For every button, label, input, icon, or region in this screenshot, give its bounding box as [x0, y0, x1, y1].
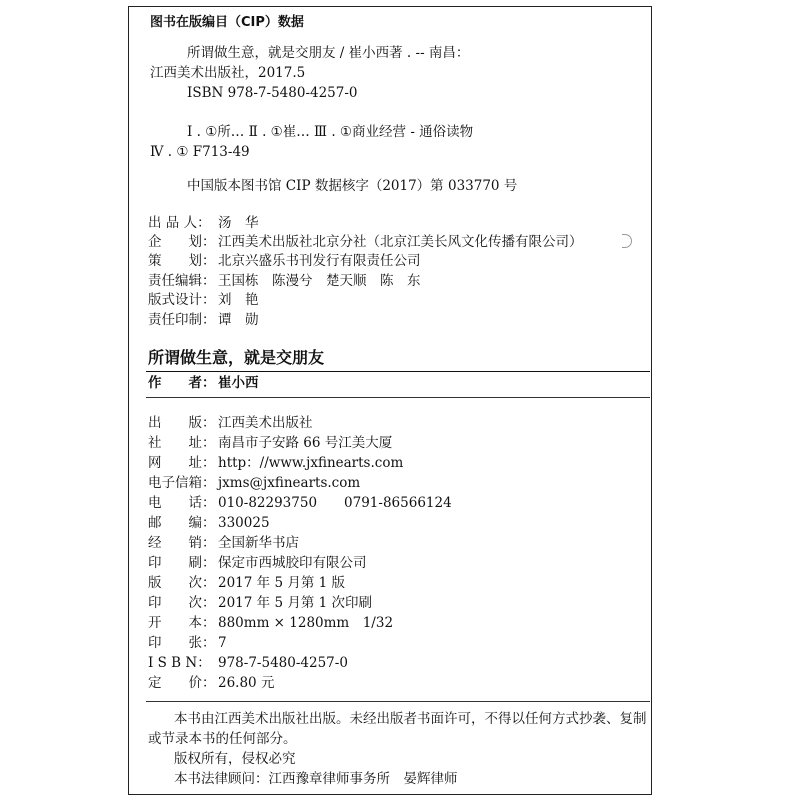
pub-row: [148, 597, 372, 611]
pub-row: [148, 437, 392, 451]
credit-row: [148, 217, 259, 231]
cip-heading: 图书在版编目（CIP）数据: [150, 15, 304, 30]
notice-line2: 或节录本书的任何部分。: [148, 731, 297, 747]
pub-value: 南昌市子安路 66 号江美大厦: [218, 435, 393, 451]
credit-label: 出 品 人：: [148, 215, 211, 231]
pub-row: [148, 677, 274, 691]
credit-row: [148, 236, 583, 250]
pub-row: [148, 477, 360, 491]
cip-subject-line1: Ⅰ . ①所… Ⅱ . ①崔… Ⅲ . ①商业经营 - 通俗读物: [187, 124, 474, 140]
notice-line1: 本书由江西美术出版社出版。未经出版者书面许可，不得以任何方式抄袭、复制: [174, 711, 647, 727]
cip-subject-line2: Ⅳ . ① F713-49: [150, 144, 250, 160]
credit-value: 北京兴盛乐书刊发行有限责任公司: [218, 253, 421, 269]
credit-label: 企 划：: [148, 234, 216, 250]
pub-label: 出 版：: [148, 415, 216, 431]
pub-value: 978-7-5480-4257-0: [218, 655, 348, 671]
credit-label: 策 划：: [148, 253, 216, 269]
credit-label: 责任编辑：: [148, 273, 216, 289]
cip-entry-line2: 江西美术出版社，2017.5: [150, 65, 306, 81]
pub-value: 7: [218, 635, 227, 651]
notice-line4: 本书法律顾问：江西豫章律师事务所 晏辉律师: [174, 771, 458, 787]
credit-value: 江西美术出版社北京分社（北京江美长风文化传播有限公司）: [218, 234, 583, 250]
pub-label: 版 次：: [148, 575, 216, 591]
pub-row: [148, 517, 270, 531]
pub-label: I S B N：: [148, 655, 211, 671]
author-row: [148, 377, 259, 391]
pub-value: 保定市西城胶印有限公司: [218, 555, 367, 571]
pub-value: 26.80 元: [218, 675, 275, 691]
author-label: 作 者：: [148, 375, 216, 391]
pub-value: 880mm × 1280mm 1/32: [218, 615, 394, 631]
credit-value: 刘 艳: [218, 292, 259, 308]
pub-row: [148, 557, 367, 571]
pub-value: 2017 年 5 月第 1 版: [218, 575, 345, 591]
pub-row: [148, 617, 393, 631]
author-divider: [146, 397, 650, 398]
title-divider: [146, 371, 650, 372]
cip-verification: 中国版本图书馆 CIP 数据核字（2017）第 033770 号: [187, 178, 518, 194]
pub-value: 330025: [218, 515, 270, 531]
pub-row: [148, 497, 452, 511]
pub-value: 江西美术出版社: [218, 415, 313, 431]
credit-row: [148, 275, 421, 289]
pub-value: 2017 年 5 月第 1 次印刷: [218, 595, 372, 611]
pub-label: 经 销：: [148, 535, 216, 551]
notice-line3: 版权所有，侵权必究: [174, 751, 296, 767]
pub-label: 开 本：: [148, 615, 216, 631]
cip-entry-line1: 所谓做生意，就是交朋友 / 崔小西著 . -- 南昌：: [187, 45, 470, 61]
pub-row: [148, 457, 403, 471]
credit-value: 汤 华: [218, 215, 259, 231]
credit-value: 谭 勋: [218, 312, 259, 328]
pub-value: jxms@jxfinearts.com: [218, 475, 361, 491]
pub-row: [148, 637, 227, 651]
pub-value: 全国新华书店: [218, 535, 299, 551]
pub-row: [148, 577, 345, 591]
book-title: 所谓做生意，就是交朋友: [148, 348, 325, 367]
pub-row: [148, 537, 299, 551]
pub-label: 网 址：: [148, 455, 216, 471]
author-name: 崔小西: [218, 375, 259, 391]
pub-label: 电子信箱：: [148, 475, 216, 491]
credit-row: [148, 255, 421, 269]
pub-row: [148, 417, 313, 431]
pub-label: 印 刷：: [148, 555, 216, 571]
cip-isbn-line: ISBN 978-7-5480-4257-0: [187, 85, 358, 101]
pub-label: 邮 编：: [148, 515, 216, 531]
pub-value: 010-82293750 0791-86566124: [218, 495, 452, 511]
pub-label: 社 址：: [148, 435, 216, 451]
credit-value: 王国栋 陈漫兮 楚天顺 陈 东: [218, 273, 421, 289]
notice-divider: [146, 701, 650, 702]
pub-value: http：//www.jxfinearts.com: [218, 455, 404, 471]
pub-label: 印 次：: [148, 595, 216, 611]
pub-row: [148, 657, 348, 671]
credit-row: [148, 314, 259, 328]
pub-label: 电 话：: [148, 495, 216, 511]
credit-row: [148, 294, 259, 308]
pub-label: 定 价：: [148, 675, 216, 691]
pub-label: 印 张：: [148, 635, 216, 651]
credit-label: 版式设计：: [148, 292, 216, 308]
credit-label: 责任印制：: [148, 312, 216, 328]
